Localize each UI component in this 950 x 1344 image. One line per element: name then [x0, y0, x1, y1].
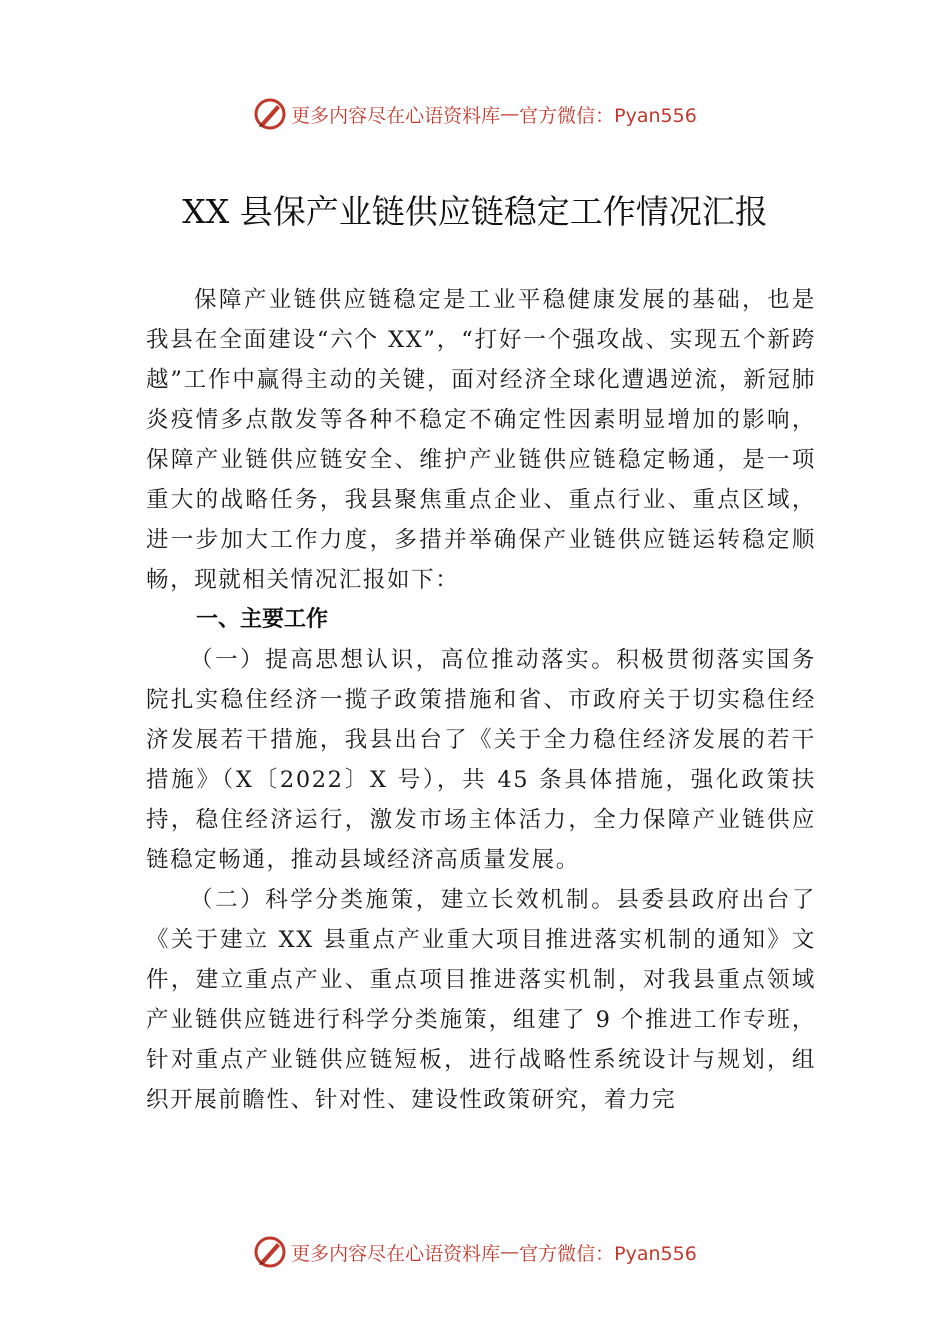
item-paragraph-2: （二）科学分类施策，建立长效机制。县委县政府出台了《关于建立 XX 县重点产业重大项目推进落实机制的通知》文件，建立重点产业、重点项目推进落实机制，对我县重点领域产业链供应链进行科学分类施策，组建了 9 个推进工作专班，针对重点产业链供应链短板，进行战略性系统设计与规划，组织开展前瞻性、针对性、建设性政策研究，着力完 — [146, 887, 816, 1113]
banner-brand-text: 更多内容尽在心语资料库 — [291, 104, 501, 127]
document-title: XX 县保产业链供应链稳定工作情况汇报 — [182, 192, 768, 231]
banner-contact-text: 官方微信：Pyan556 — [519, 1242, 697, 1265]
section-heading-main-work: 一、主要工作 — [196, 607, 329, 632]
intro-paragraph: 保障产业链供应链稳定是工业平稳健康发展的基础，也是我县在全面建设“六个 XX”，“打好一个强攻战、实现五个新跨越”工作中赢得主动的关键，面对经济全球化遭遇逆流，新冠肺炎疫情多点散发等各种不稳定不确定性因素明显增加的影响，保障产业链供应链安全、维护产业链供应链稳定畅通，是一项重大的战略任务，我县聚焦重点企业、重点行业、重点区域，进一步加大工作力度，多措并举确保产业链供应链运转稳定顺畅，现就相关情况汇报如下： — [146, 287, 816, 593]
pen-logo-icon — [253, 1235, 287, 1269]
banner-separator: — — [500, 1241, 520, 1263]
document-body — [146, 280, 816, 1120]
banner-brand-text: 更多内容尽在心语资料库 — [291, 1242, 501, 1265]
banner-separator: — — [500, 103, 520, 125]
banner-contact-text: 官方微信：Pyan556 — [519, 104, 697, 127]
pen-logo-icon — [253, 97, 287, 131]
footer-watermark-banner — [0, 1232, 950, 1272]
header-watermark-banner — [0, 94, 950, 134]
item-paragraph-1: （一）提高思想认识，高位推动落实。积极贯彻落实国务院扎实稳住经济一揽子政策措施和省、市政府关于切实稳住经济发展若干措施，我县出台了《关于全力稳住经济发展的若干措施》（X〔2022〕X 号），共 45 条具体措施，强化政策扶持，稳住经济运行，激发市场主体活力，全力保障产业链供应链稳定畅通，推动县域经济高质量发展。 — [146, 647, 816, 873]
